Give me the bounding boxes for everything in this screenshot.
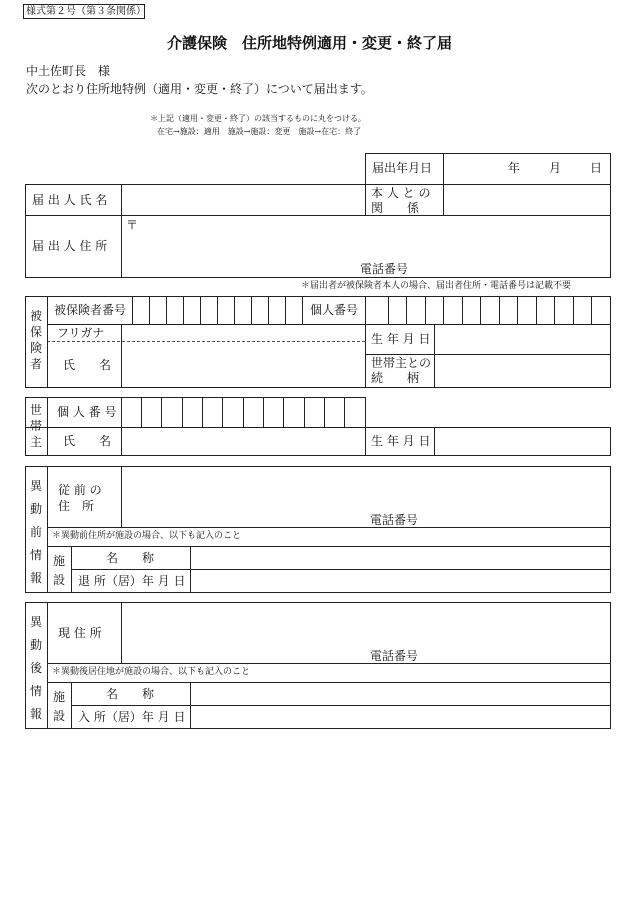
household-relation-line1: 世帯主との [371, 356, 432, 370]
year-label: 年 [508, 161, 521, 175]
furigana-field[interactable] [122, 325, 365, 341]
after-move-side-label [25, 611, 47, 726]
after-facility-side-label [47, 688, 71, 726]
side-char: 情 [29, 684, 42, 698]
current-phone-label: 電話番号 [370, 649, 419, 663]
after-move-facility-note: ＊異動後居住地が施設の場合、以下も記入のこと [52, 667, 251, 677]
move-out-date-label: 退 所（居）年 月 日 [78, 574, 186, 588]
form-number: 様式第２号（第３条関係） [26, 6, 146, 17]
form-number-box [23, 4, 145, 19]
notifier-name-label: 届 出 人 氏 名 [32, 193, 108, 207]
note-line-1: ＊上記（適用・変更・終了）の該当するものに丸をつける。 [150, 114, 366, 123]
side-char: 前 [29, 525, 42, 539]
household-relation-field[interactable] [435, 355, 610, 387]
side-char: 主 [29, 435, 42, 449]
side-char: 被 [29, 309, 42, 323]
notifier-name-field[interactable] [122, 185, 365, 215]
side-char: 設 [52, 573, 65, 587]
before-facility-name-field[interactable] [191, 547, 610, 569]
side-char: 報 [29, 707, 42, 721]
insured-personal-number-field[interactable] [366, 297, 610, 324]
after-facility-name-field[interactable] [191, 683, 610, 705]
insured-side-label [25, 308, 47, 372]
side-char: 異 [29, 615, 42, 629]
side-char: 険 [29, 341, 42, 355]
side-char: 者 [29, 357, 42, 371]
move-out-date-field[interactable] [191, 570, 610, 592]
side-char: 保 [29, 325, 42, 339]
side-char: 動 [29, 638, 42, 652]
day-label: 日 [590, 161, 603, 175]
filing-date-label: 届出年月日 [372, 161, 433, 175]
previous-address-label-line1: 従 前 の [58, 483, 102, 497]
filing-date-field[interactable] [444, 154, 610, 184]
household-relation-line2: 続 柄 [371, 371, 420, 385]
insured-birth-field[interactable] [435, 325, 610, 354]
previous-address-field[interactable] [122, 467, 610, 527]
insured-number-label: 被保険者番号 [54, 303, 127, 317]
householder-birth-label: 生 年 月 日 [371, 434, 431, 448]
insured-name-field[interactable] [122, 342, 365, 387]
before-facility-name-label: 名 称 [106, 551, 155, 565]
side-char: 帯 [29, 419, 42, 433]
notifier-phone-label: 電話番号 [360, 262, 409, 276]
intro-text: 次のとおり住所地特例（適用・変更・終了）について届出ます。 [26, 82, 373, 96]
relation-label-line1: 本 人 と の [371, 186, 431, 200]
householder-side-label [25, 402, 47, 450]
side-char: 動 [29, 502, 42, 516]
notifier-note: ＊届出者が被保険者本人の場合、届出者住所・電話番号は記載不要 [301, 281, 572, 291]
notifier-relation-field[interactable] [444, 185, 610, 215]
current-address-field[interactable] [122, 603, 610, 663]
side-char: 世 [29, 403, 42, 417]
side-char: 後 [29, 661, 42, 675]
side-char: 報 [29, 571, 42, 585]
form-title: 介護保険 住所地特例適用・変更・終了届 [167, 34, 453, 52]
insured-birth-label: 生 年 月 日 [371, 332, 431, 346]
before-facility-side-label [47, 552, 71, 590]
side-char: 施 [52, 690, 65, 704]
side-char: 施 [52, 554, 65, 568]
householder-name-label: 氏 名 [63, 434, 112, 448]
before-move-side-label [25, 475, 47, 590]
move-in-date-field[interactable] [191, 706, 610, 728]
notifier-address-field[interactable] [122, 216, 610, 277]
after-facility-name-label: 名 称 [106, 687, 155, 701]
current-address-label: 現 住 所 [58, 626, 102, 640]
relation-label-line2: 関 係 [371, 201, 420, 215]
householder-personal-number-field[interactable] [122, 398, 365, 427]
note-line-2: 在宅→施設：適用 施設→施設：変更 施設→在宅：終了 [157, 127, 362, 136]
before-move-facility-note: ＊異動前住所が施設の場合、以下も記入のこと [52, 531, 242, 541]
householder-name-field[interactable] [122, 428, 365, 455]
householder-personal-number-label: 個 人 番 号 [57, 405, 117, 419]
previous-phone-label: 電話番号 [370, 513, 419, 527]
insured-name-label: 氏 名 [63, 358, 112, 372]
month-label: 月 [549, 161, 562, 175]
previous-address-label-line2: 住 所 [58, 499, 95, 513]
addressee: 中土佐町長 様 [26, 64, 111, 78]
side-char: 情 [29, 548, 42, 562]
insured-personal-number-label: 個人番号 [310, 303, 359, 317]
householder-birth-field[interactable] [435, 428, 610, 455]
postal-mark: 〒 [126, 218, 139, 232]
furigana-label: フリガナ [57, 326, 105, 340]
notifier-address-label: 届 出 人 住 所 [32, 239, 108, 253]
move-in-date-label: 入 所（居）年 月 日 [78, 710, 186, 724]
side-char: 設 [52, 709, 65, 723]
side-char: 異 [29, 479, 42, 493]
